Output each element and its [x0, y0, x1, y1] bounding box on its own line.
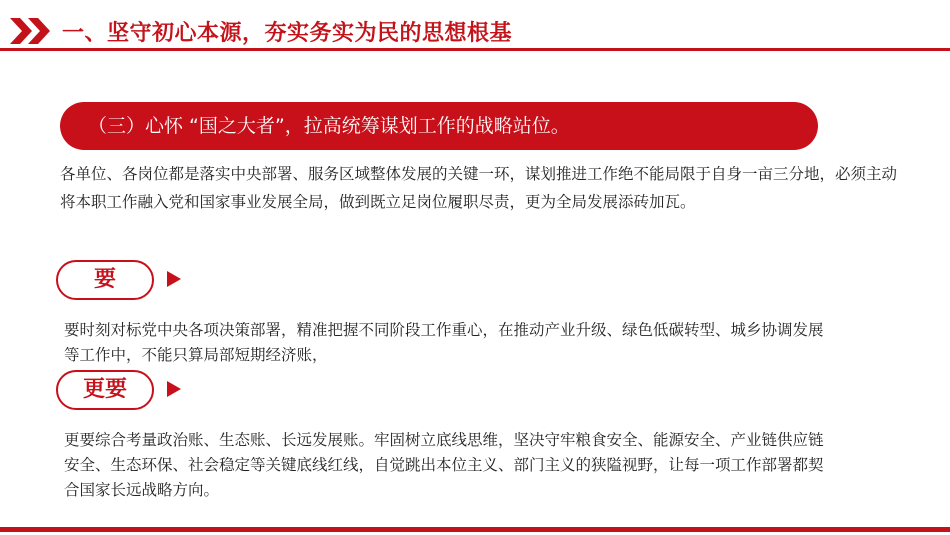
- tag-geng-yao: 更要: [56, 370, 154, 410]
- page-title: 一、坚守初心本源，夯实务实为民的思想根基: [62, 21, 513, 46]
- section-banner: （三）心怀 “国之大者”，拉高统筹谋划工作的战略站位。: [60, 102, 818, 150]
- header-divider: [0, 48, 950, 51]
- arrow-right-icon: [167, 271, 181, 287]
- intro-paragraph: 各单位、各岗位都是落实中央部署、服务区域整体发展的关键一环，谋划推进工作绝不能局限于自身一亩三分地，必须主动将本职工作融入党和国家事业发展全局，做到既立足岗位履职尽责，更为全局发展添砖加瓦。: [60, 165, 898, 211]
- tag-yao: 要: [56, 260, 154, 300]
- footer-divider: [0, 527, 950, 532]
- point-paragraph-2: 更要综合考量政治账、生态账、长远发展账。牢固树立底线思维，坚决守牢粮食安全、能源安全、产业链供应链安全、生态环保、社会稳定等关键底线红线，自觉跳出本位主义、部门主义的狭隘视野，让每一项工作部署都契合国家长远战略方向。: [64, 431, 824, 499]
- point-paragraph-1: 要时刻对标党中央各项决策部署，精准把握不同阶段工作重心，在推动产业升级、绿色低碳转型、城乡协调发展等工作中，不能只算局部短期经济账，: [64, 321, 824, 364]
- arrow-right-icon: [167, 381, 181, 397]
- double-chevron-icon: [10, 18, 54, 44]
